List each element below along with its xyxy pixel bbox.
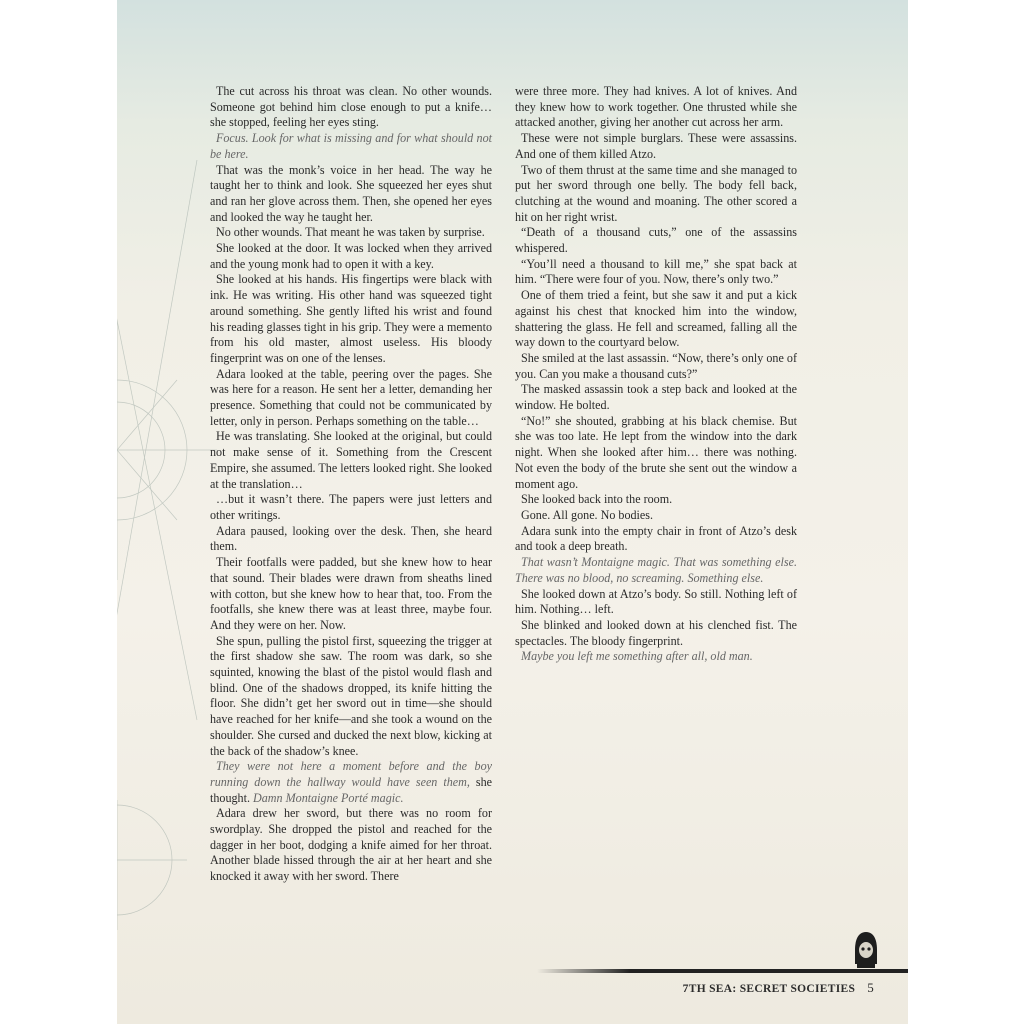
paragraph: That was the monk’s voice in her head. The way he taught her to think and look. She squeezed her eyes shut and ran her glove across them. Then, she opened her eyes and looked the way he taught her. [210,162,492,224]
paragraph: That wasn’t Montaigne magic. That was something else. There was no blood, no screaming. Something else. [515,555,797,585]
paragraph-segment: They were not here a moment before and the boy running down the hallway would have seen them, [210,759,492,789]
paragraph: Adara drew her sword, but there was no room for swordplay. She dropped the pistol and reached for the dagger in her boot, dodging a knife aimed for her throat. Another blade hissed through the air at her heart and she knocked it away with her sword. There [210,806,492,884]
footer-rule [537,969,908,973]
paragraph-segment: Damn Montaigne Porté magic. [253,790,404,805]
paragraph: Gone. All gone. No bodies. [521,507,654,522]
paragraph: Adara looked at the table, peering over the pages. She was here for a reason. He sent her a letter, demanding her presence. Something that could not be communicated by letter, only in person. Perhaps something on the table… [210,366,492,428]
paragraph: Two of them thrust at the same time and she managed to put her sword through one belly. The body fell back, clutching at the wound and moaning. The other scored a hit on her right wrist. [515,162,797,224]
paragraph: She looked at his hands. His fingertips were black with ink. He was writing. His other hand was squeezed tight around something. She gently lifted his wrist and found his reading glasses tight in his grip. They were a memento from his old master, almost useless. His bloody fingerprint was on one of the lenses. [210,272,492,365]
right-text-column [515,84,797,665]
paragraph: He was translating. She looked at the original, but could not make sense of it. Something from the Crescent Empire, she assumed. The letters looked right. She looked at the translation… [210,429,492,491]
document-page [117,0,908,1024]
paragraph: “Death of a thousand cuts,” one of the assassins whispered. [515,225,797,256]
paragraph: She looked back into the room. [521,492,673,507]
paragraph-segment: she thought. [210,774,492,805]
paragraph: The masked assassin took a step back and looked at the window. He bolted. [515,382,797,413]
paragraph: Adara paused, looking over the desk. Then, she heard them. [210,523,492,554]
paragraph: She spun, pulling the pistol first, squeezing the trigger at the first shadow she saw. The room was dark, so she squinted, knowing the blast of the pistol would flash and blind. One of the shadows dropped, its knife hitting the floor. She didn’t get her sword out in time—she should have reached for her knife—and she took a wound on the shoulder. She cursed and ducked the next blow, kicking at the back of the shadow’s knee. [210,633,492,758]
book-title: 7TH SEA: SECRET SOCIETIES [682,983,856,995]
paragraph: She looked at the door. It was locked when they arrived and the young monk had to open it with a key. [210,241,492,271]
paragraph: Maybe you left me something after all, old man. [521,649,753,664]
paragraph: She smiled at the last assassin. “Now, there’s only one of you. Can you make a thousand cuts?” [515,350,797,381]
paragraph: “You’ll need a thousand to kill me,” she spat back at him. “There were four of you. Now, there’s only two.” [515,256,797,287]
paragraph: These were not simple burglars. These were assassins. And one of them killed Atzo. [515,131,797,161]
paragraph: One of them tried a feint, but she saw it and put a kick against his chest that knocked him into the window, shattering the glass. He fell and screamed, falling all the way down to the courtyard below. [515,288,797,350]
paragraph: She blinked and looked down at his clenched fist. The spectacles. The bloody fingerprint. [515,617,797,648]
left-text-column [210,84,492,885]
paragraph: The cut across his throat was clean. No other wounds. Someone got behind him close enough to put a knife… she stopped, feeling her eyes sting. [210,84,492,130]
paragraph: “No!” she shouted, grabbing at his black chemise. But she was too late. He lept from the window into the dark night. When she looked after him… there was nothing. Not even the body of the brute she sent out the window a moment ago. [515,413,797,491]
paragraph [210,759,492,806]
page-number: 5 [867,980,874,995]
paragraph: were three more. They had knives. A lot of knives. And they knew how to work together. One thrusted while she attacked another, giving her another cut across her arm. [515,84,797,130]
paragraph: …but it wasn’t there. The papers were just letters and other writings. [210,492,492,522]
paragraph: Focus. Look for what is missing and for what should not be here. [210,131,492,161]
paragraph: She looked down at Atzo’s body. So still. Nothing left of him. Nothing… left. [515,586,797,617]
paragraph: Adara sunk into the empty chair in front of Atzo’s desk and took a deep breath. [515,523,797,554]
paragraph: Their footfalls were padded, but she knew how to hear that sound. Their blades were drawn from sheaths lined with cotton, but she knew how to hear that, too. From the footfalls, she knew there was at least three, maybe four. And they were on her. Now. [210,555,492,632]
paragraph: No other wounds. That meant he was taken by surprise. [216,225,485,240]
hooded-figure-icon [851,930,881,970]
running-footer [683,980,874,996]
